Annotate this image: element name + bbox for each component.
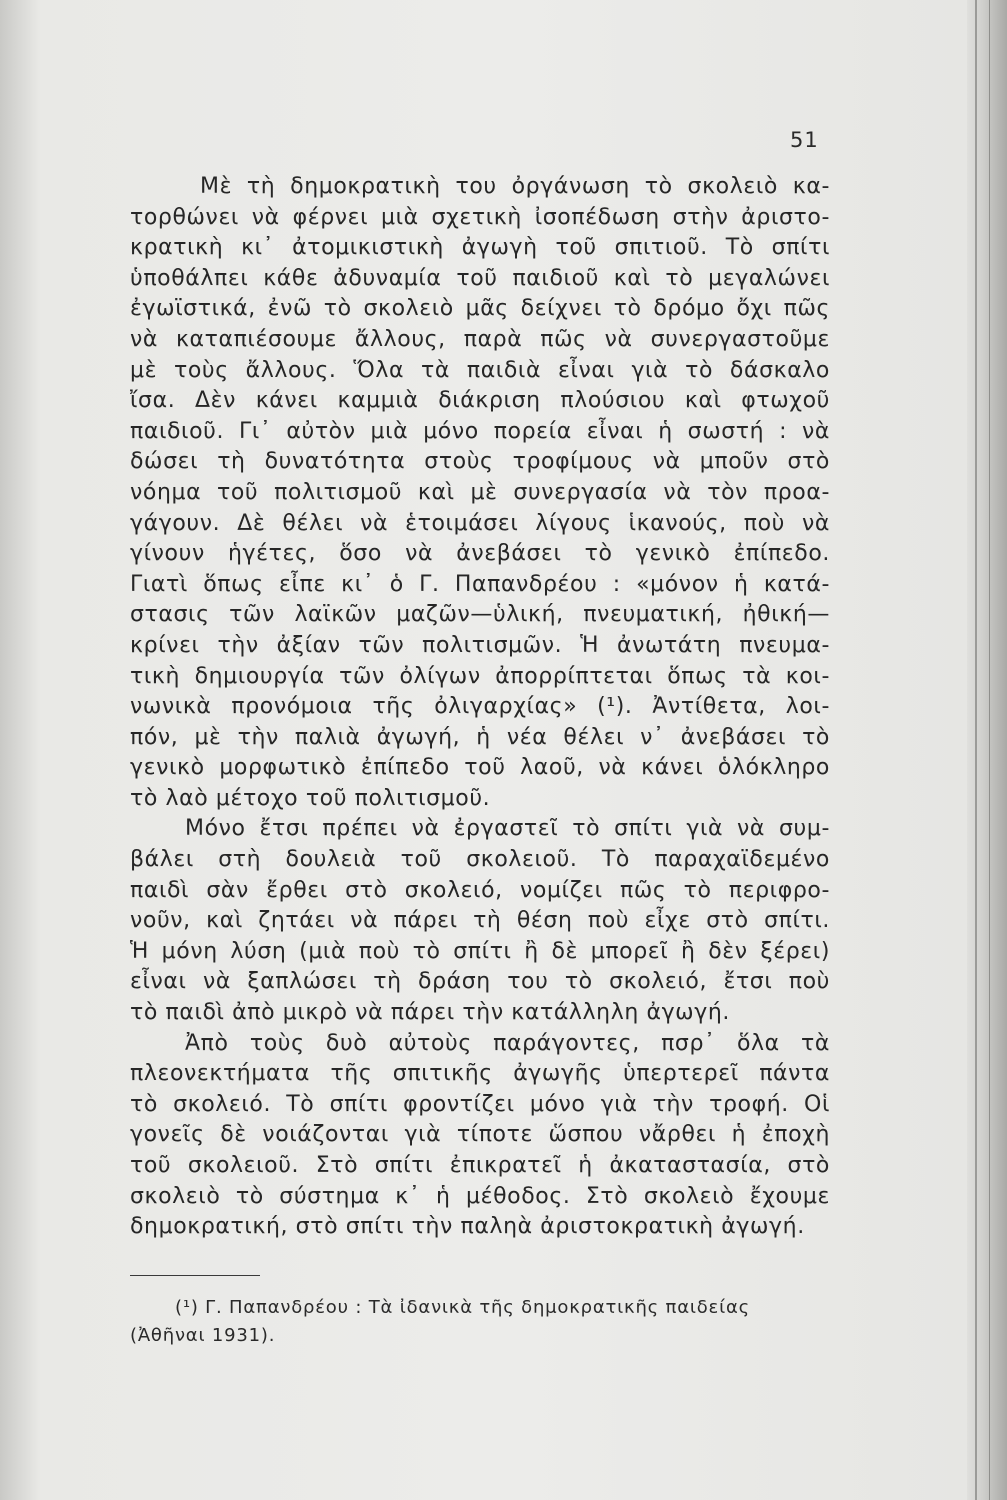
text-line: βάλει στὴ δουλειὰ τοῦ σκολειοῦ. Τὸ παραχαϊδεμένο — [130, 847, 830, 873]
footnote-divider — [130, 1275, 260, 1276]
text-line: πόν, μὲ τὴν παλιὰ ἀγωγή, ἡ νέα θέλει ν᾽ ἀνεβάσει τὸ — [130, 724, 830, 750]
text-line: δώσει τὴ δυνατότητα στοὺς τροφίμους νὰ μποῦν στὸ — [130, 449, 830, 475]
text-line: γάγουν. Δὲ θέλει νὰ ἑτοιμάσει λίγους ἱκανούς, ποὺ νὰ — [130, 510, 830, 536]
text-line: νόημα τοῦ πολιτισμοῦ καὶ μὲ συνεργασία νὰ τὸν προα- — [130, 479, 830, 505]
footnote — [130, 1294, 820, 1350]
text-line: στασις τῶν λαϊκῶν μαζῶν—ὑλική, πνευματική, ἠθική— — [130, 602, 830, 628]
page-number: 51 — [790, 128, 819, 152]
text-line: Ἡ μόνη λύση (μιὰ ποὺ τὸ σπίτι ἢ δὲ μπορεῖ ἢ δὲν ξέρει) — [130, 938, 830, 964]
text-line: τὸ σκολειό. Τὸ σπίτι φροντίζει μόνο γιὰ τὴν τροφή. Οἱ — [130, 1091, 830, 1117]
body-text — [130, 172, 830, 1243]
text-line: τὸ παιδὶ ἀπὸ μικρὸ νὰ πάρει τὴν κατάλληλη ἀγωγή. — [130, 1000, 730, 1026]
text-line: σκολειὸ τὸ σύστημα κ᾽ ἡ μέθοδος. Στὸ σκολειὸ ἔχουμε — [130, 1183, 830, 1209]
text-line: παιδὶ σὰν ἔρθει στὸ σκολειό, νομίζει πῶς τὸ περιφρο- — [130, 877, 830, 903]
text-line: εἶναι νὰ ξαπλώσει τὴ δράση του τὸ σκολειό, ἔτσι ποὺ — [130, 969, 830, 995]
text-line: τικὴ δημιουργία τῶν ὀλίγων ἀπορρίπτεται ὅπως τὰ κοι- — [130, 663, 830, 689]
text-line: γενικὸ μορφωτικὸ ἐπίπεδο τοῦ λαοῦ, νὰ κάνει ὁλόκληρο — [130, 755, 830, 781]
text-line: Μόνο ἔτσι πρέπει νὰ ἐργαστεῖ τὸ σπίτι γιὰ νὰ συμ- — [185, 816, 830, 842]
text-line: μὲ τοὺς ἄλλους. Ὅλα τὰ παιδιὰ εἶναι γιὰ τὸ δάσκαλο — [130, 357, 830, 383]
text-line: ἴσα. Δὲν κάνει καμμιὰ διάκριση πλούσιου καὶ φτωχοῦ — [130, 388, 830, 414]
text-line: γονεῖς δὲ νοιάζονται γιὰ τίποτε ὥσπου νἄρθει ἡ ἐποχὴ — [130, 1122, 830, 1148]
text-line: δημοκρατική, στὸ σπίτι τὴν παληὰ ἀριστοκρατικὴ ἀγωγή. — [130, 1214, 805, 1240]
text-line: παιδιοῦ. Γι᾽ αὐτὸν μιὰ μόνο πορεία εἶναι ἡ σωστή : νὰ — [130, 418, 830, 444]
footnote-line: (Ἀθῆναι 1931). — [130, 1325, 276, 1346]
text-line: τοῦ σκολειοῦ. Στὸ σπίτι ἐπικρατεῖ ἡ ἀκαταστασία, στὸ — [130, 1153, 830, 1178]
footnote-line: (¹) Γ. Παπανδρέου : Τὰ ἰδανικὰ τῆς δημοκρατικῆς παιδείας — [175, 1297, 751, 1318]
text-line: γίνουν ἡγέτες, ὅσο νὰ ἀνεβάσει τὸ γενικὸ ἐπίπεδο. — [130, 541, 830, 567]
text-line: πλεονεκτήματα τῆς σπιτικῆς ἀγωγῆς ὑπερτερεῖ πάντα — [130, 1061, 830, 1087]
text-line: κρίνει τὴν ἀξίαν τῶν πολιτισμῶν. Ἡ ἀνωτάτη πνευμα- — [130, 632, 830, 658]
text-line: Γιατὶ ὅπως εἶπε κι᾽ ὁ Γ. Παπανδρέου : «μόνον ἡ κατά- — [130, 571, 830, 597]
text-line: νοῦν, καὶ ζητάει νὰ πάρει τὴ θέση ποὺ εἶχε στὸ σπίτι. — [130, 908, 830, 934]
text-line: τὸ λαὸ μέτοχο τοῦ πολιτισμοῦ. — [130, 785, 491, 811]
text-line: κρατικὴ κι᾽ ἀτομικιστικὴ ἀγωγὴ τοῦ σπιτιοῦ. Τὸ σπίτι — [130, 235, 830, 261]
text-line: ὑποθάλπει κάθε ἀδυναμία τοῦ παιδιοῦ καὶ τὸ μεγαλώνει — [130, 265, 830, 291]
text-line: νὰ καταπιέσουμε ἄλλους, παρὰ πῶς νὰ συνεργαστοῦμε — [130, 326, 830, 352]
text-line: Ἀπὸ τοὺς δυὸ αὐτοὺς παράγοντες, πσρ᾽ ὅλα τὰ — [185, 1030, 830, 1056]
text-line: τορθώνει νὰ φέρνει μιὰ σχετικὴ ἰσοπέδωση στὴν ἀριστο- — [130, 204, 830, 230]
text-line: Μὲ τὴ δημοκρατικὴ του ὀργάνωση τὸ σκολειὸ κα- — [200, 174, 830, 199]
text-line: ἐγωϊστικά, ἐνῶ τὸ σκολειὸ μᾶς δείχνει τὸ δρόμο ὄχι πῶς — [130, 296, 830, 322]
page-edge-stack — [967, 0, 1007, 1500]
text-line: νωνικὰ προνόμοια τῆς ὀλιγαρχίας» (¹). Ἀντίθετα, λοι- — [130, 694, 830, 720]
